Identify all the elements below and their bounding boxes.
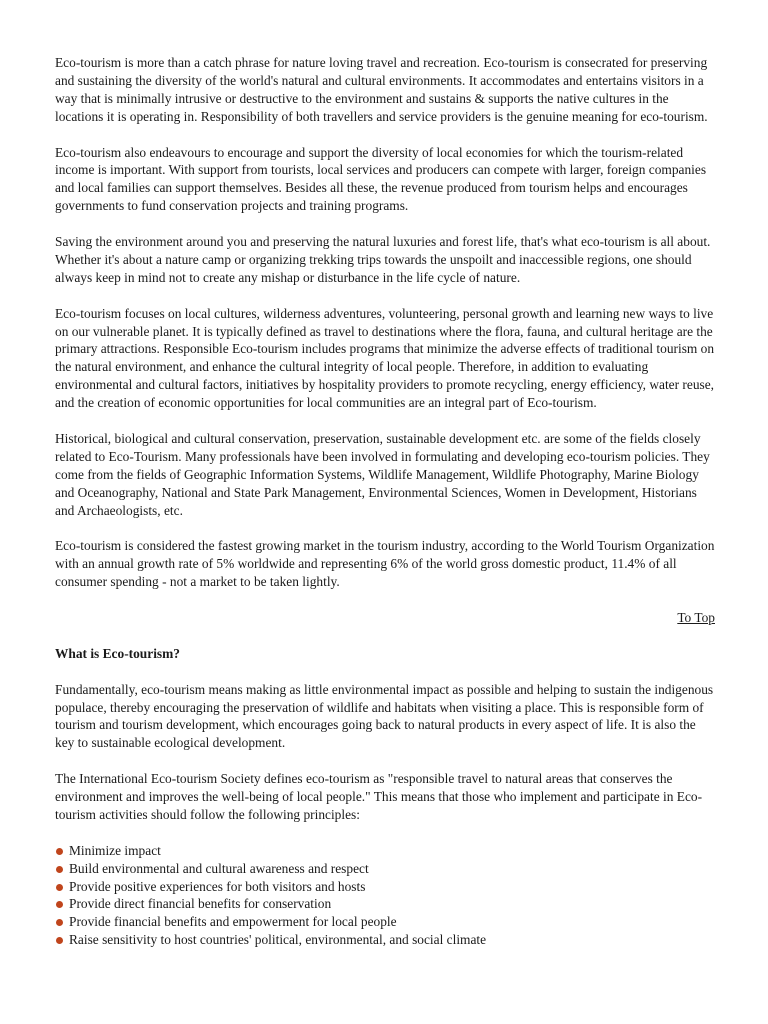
principle-text: Provide positive experiences for both visitors and hosts xyxy=(69,878,366,894)
bullet-icon xyxy=(56,848,63,855)
list-item xyxy=(55,842,715,860)
section-heading: What is Eco-tourism? xyxy=(55,645,180,661)
principle-text: Minimize impact xyxy=(69,842,161,858)
principle-text: Provide financial benefits and empowerment for local people xyxy=(69,914,397,930)
bullet-icon xyxy=(56,919,63,926)
bullet-icon xyxy=(56,866,63,873)
principle-text: Raise sensitivity to host countries' political, environmental, and social climate xyxy=(69,932,487,948)
principle-text: Provide direct financial benefits for conservation xyxy=(69,896,332,912)
section-paragraph-1: Fundamentally, eco-tourism means making as little environmental impact as possible and helping to sustain the indigenous populace, thereby encouraging the preservation of wildlife and habitats when visiting a place. This is responsible form of tourism and tourism development, which encourages going back to natural products in every aspect of life. It is also the key to sustainable ecological development. xyxy=(55,681,714,751)
to-top-link[interactable]: To Top xyxy=(677,610,715,625)
intro-paragraph-3: Saving the environment around you and preserving the natural luxuries and forest life, that's what eco-tourism is all about. Whether it's about a nature camp or organizing trekking trips towards the unspoilt and inaccessible regions, one should always keep in mind not to create any mishap or disturbance in the life cycle of nature. xyxy=(55,234,711,285)
list-item xyxy=(55,895,715,913)
to-top-row xyxy=(55,609,715,627)
list-item xyxy=(55,878,715,896)
bullet-icon xyxy=(56,884,63,891)
intro-paragraph-1: Eco-tourism is more than a catch phrase for nature loving travel and recreation. Eco-tourism is consecrated for preserving and sustaining the diversity of the world's natural and cultural environments. It accommodates and entertains visitors in a way that is minimally intrusive or destructive to the environment and sustains & supports the native cultures in the locations it is operating in. Responsibility of both travellers and service providers is the genuine meaning for eco-tourism. xyxy=(55,55,708,124)
bullet-icon xyxy=(56,937,63,944)
list-item xyxy=(55,913,715,931)
intro-paragraph-2: Eco-tourism also endeavours to encourage and support the diversity of local economies for which the tourism-related income is important. With support from tourists, local services and producers can compete with larger, foreign companies and local families can support themselves. Besides all these, the revenue produced from tourism helps and encourages governments to fund conservation projects and training programs. xyxy=(55,144,707,214)
section-paragraph-2: The International Eco-tourism Society defines eco-tourism as "responsible travel to natural areas that conserves the environment and improves the well-being of local people." This means that those who implement and participate in Eco-tourism activities should follow the following principles: xyxy=(55,771,703,822)
bullet-icon xyxy=(56,901,63,908)
intro-paragraph-4: Eco-tourism focuses on local cultures, wilderness adventures, volunteering, personal growth and learning new ways to live on our vulnerable planet. It is typically defined as travel to destinations where the flora, fauna, and cultural heritage are the primary attractions. Responsible Eco-tourism includes programs that minimize the adverse effects of traditional tourism on the natural environment, and enhance the cultural integrity of local people. Therefore, in addition to evaluating environmental and cultural factors, initiatives by hospitality providers to promote recycling, energy efficiency, water reuse, and the creation of economic opportunities for local communities are an integral part of Eco-tourism. xyxy=(55,305,715,411)
principle-text: Build environmental and cultural awareness and respect xyxy=(69,860,369,876)
list-item xyxy=(55,931,715,949)
principles-list xyxy=(55,842,715,949)
intro-paragraph-6: Eco-tourism is considered the fastest growing market in the tourism industry, according to the World Tourism Organization with an annual growth rate of 5% worldwide and representing 6% of the world gross domestic product, 11.4% of all consumer spending - not a market to be taken lightly. xyxy=(55,538,715,590)
list-item xyxy=(55,860,715,878)
article-body xyxy=(55,54,715,949)
intro-paragraph-5: Historical, biological and cultural conservation, preservation, sustainable development etc. are some of the fields closely related to Eco-Tourism. Many professionals have been involved in formulating and developing eco-tourism policies. They come from the fields of Geographic Information Systems, Wildlife Management, Wildlife Photography, Marine Biology and Oceanography, National and State Park Management, Environmental Sciences, Women in Development, Historians and Archaeologists, etc. xyxy=(55,430,710,518)
